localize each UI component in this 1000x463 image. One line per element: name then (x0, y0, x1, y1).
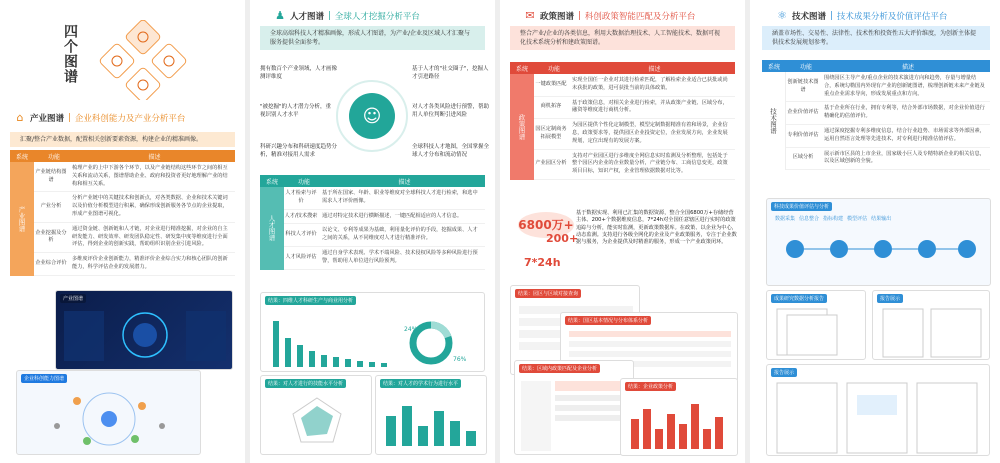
talent-icon: ♟ (275, 9, 285, 22)
flow-step: 指标构建 (823, 216, 844, 222)
table-row: 企业价值评估 基于企业所在行业，拥有专利等，结合外部市场数据，对企业价值进行精确化的估值评价。 (786, 102, 990, 125)
vertical-title: 四个图谱 (62, 24, 78, 84)
intro-text: 涵盖市场性、交易性、法律性、技术性和投资性五大评价维度，为创新主体提供技术发展规划参考。 (762, 26, 990, 50)
table-row: 国区定制商务拓展模型 为园区提供个性化定制模型，模型定制数据精准有着和场景，企业信息，政策要求等，提供园区企业投资定位，企业发展方向，企业发展规划，定位出现有的发展方案。 (534, 119, 735, 149)
policy-enterprise-screenshot: 结果：企业政策分析 (620, 378, 738, 456)
policy-icon: ✉ (525, 9, 535, 22)
talent-behavior-screenshot: 结果：对人才的学术行为进行水平 (375, 375, 487, 455)
talent-node: 基于人才的"社交圈子"，挖掘人才引进路径 (412, 66, 489, 80)
flow-step: 模型评估 (847, 216, 868, 222)
talent-map-panel: ♟ 人才图谱 | 全球人才挖掘分析平台 全球高端科技人才精准画像，形成人才图谱，为产业/企业及区域人才汇聚与服务提供全面参考。 ☺ 拥有数百个产业领域，人才画像测评维度 基于人才的"社交圈子"，挖掘人才引进路径 "被挖掘"的人才潜力分析，重视识别人才水平 对人才各类风险进行预警，帮助用人单位判断引进风险 科研兴趣分布和科研速度趋势分析，精准对接用人需求 全球科技人才地图，全国掌握全球人才分布和流动情况 系统 功能 描述 人才图谱 人才检索与评价 基于所在国家、年龄、职业等维度对全球科技人才进行检索，和选中需求人才评价画像。 人才/技术搜索 通过对特定技术进行横断描述，一键匹配相适应的人才信息。 科技人才评价 以论文、专利等成果为基础，利用量化评价的手段，挖掘成果、人才之间的关系，从不同维度对人才进行精准评价。 人才风险评估 通过自身学术表现、学术不端风险、技术侵权风险等多种风险进行预警，帮助用人单位进行风险预判。 结果：四维人才科研生产与商业用分析 24% 76% 结果：对人才进行的技能水平分析 结果：对人才的学术行为进行水平 (250, 0, 495, 463)
tech-report-display-2: 报告展示 (766, 364, 990, 456)
talent-node: 对人才各类风险进行预警，帮助用人单位判断引进风险 (412, 104, 490, 118)
enterprise-graph-screenshot: 企业科创能力图谱 (16, 370, 201, 455)
table-header: 系统 功能 描述 (10, 150, 235, 162)
policy-match-screenshot: 结果：区域内政策匹配及企业分析 (514, 360, 634, 455)
industry-dashboard-screenshot: 产业图谱 (55, 290, 233, 370)
table-row: 专利价值评估 通过深度挖掘专利多维度信息，结合行业趋势、市场需求等外部因素，运用自然语言处理等先进技术，对专利进行精准估值评估。 (786, 125, 990, 148)
industry-map-panel: 四个图谱 ⌂ 产业图谱 | 企业科创能力及产业分析平台 汇聚/整合产业数据，配置相关创新要素资源，构建企业的精准画像。 系统 功能 描述 产业图谱 产业链结构图谱 梳理产业的上中下游各个环节，以及产业链结构这些环节之间的相互关系和流动关系，图谱帮助企业、政府和投资者更好地理解产业的结构和相互关系。 产业分析 分析产业链中的关键技术和创新点，对各类数据、企业和技术关键词以及价值分析模型进行积累，确保形成创新服务各节点的企业提取，形成产业图谱可视化。 企业挖掘及分析 通过资金链、创新链和人才链，对企业进行精准挖掘，对企业的自主研发能力、研发效率、研发团队稳定性、研发集中度等维度进行全面评估，得到企业的创新实践，帮助组织识别企业引进风险。 企业综合评价 多维度评价企业创新能力，精准评价企业综合实力和核心团队的创新能力，科学评估企业的发展潜力。 产业图谱 企业科创能力图谱 (0, 0, 245, 463)
table-row: 企业挖掘及分析 通过资金链、创新链和人才链，对企业进行精准挖掘，对企业的自主研发能力、研发效率、研发团队稳定性、研发集中度等维度进行全面评估，得到企业的创新实践，帮助组织识别企业引进风险。 (34, 223, 235, 253)
tech-report-screenshot: 成果研究数据分析报告 (766, 290, 866, 360)
table-row: 产业分析 分析产业链中的关键技术和创新点，对各类数据、企业和技术关键词以及价值分析模型进行积累，确保形成创新服务各节点的企业提取，形成产业图谱可视化。 (34, 192, 235, 222)
table-row: 企业综合评价 多维度评价企业创新能力，精准评价企业综合实力和核心团队的创新能力，科学评估企业的发展潜力。 (34, 253, 235, 276)
section-subtitle: 科创政策智能匹配及分析平台 (584, 12, 696, 22)
table-row: 人才/技术搜索 通过对特定技术进行横断描述，一键匹配相适应的人才信息。 (284, 210, 485, 225)
table-category: 人才图谱 (260, 187, 284, 270)
stat-companies: 6800万+ (518, 212, 574, 238)
table-header: 系统 功能 描述 (510, 62, 735, 74)
intro-text: 全球高端科技人才精准画像，形成人才图谱，为产业/企业及区域人才汇聚与服务提供全面参考。 (260, 26, 485, 50)
table-row: 人才风险评估 通过自身学术表现、学术不端风险、技术侵权风险等多种风险进行预警，帮助用人单位进行风险预判。 (284, 247, 485, 270)
table-row: 一键政策匹配 实现全国任一企业对其进行检索匹配，了解检索企业适合已获批或尚未获批的政策，进可获批当前的具体政策。 (534, 74, 735, 97)
talent-bar-screenshot: 结果：四维人才科研生产与商业用分析 24% 76% (260, 292, 485, 372)
talent-node: 全球科技人才地图，全国掌握全球人才分布和流动情况 (412, 144, 490, 158)
tech-map-panel: ⚛ 技术图谱 | 技术成果分析及价值评估平台 涵盖市场性、交易性、法律性、技术性和投资性五大评价维度，为创新主体提供技术发展规划参考。 系统 功能 描述 技术图谱 创新链技术图谱 围绕园区主导产业/重点企业的技术演进方向和趋势，存量与增量结合，系统勾勒国内外现有产业的创新链图谱，梳理创新链未来产业链及重点企业需求导向，形成发展重点和方向。 企业价值评估 基于企业所在行业，拥有专利等，结合外部市场数据，对企业价值进行精确化的估值评价。 专利价值评估 通过深度挖掘专利多维度信息，结合行业趋势、市场需求等外部因素，运用自然语言处理等先进技术，对专利进行精准估值评估。 区域分析 展示新市区县的上市企业，国家级小巨人及专精特新企业的相关信息，以及区域创新的全貌。 科技成果价值评估与分析 数据采集 信息整合 指标构建 模型评估 结果输出 成果研究数据分析报告 报告展示 报告展示 (752, 0, 1000, 463)
donut-label: 24% (404, 326, 418, 333)
tech-report-display: 报告展示 (872, 290, 990, 360)
intro-text: 汇聚/整合产业数据，配置相关创新要素资源，构建企业的精准画像。 (10, 132, 235, 147)
donut-label: 76% (453, 356, 467, 363)
table-row: 创新链技术图谱 围绕园区主导产业/重点企业的技术演进方向和趋势，存量与增量结合，系统勾勒国内外现有产业的创新链图谱，梳理创新链未来产业链及重点企业需求导向，形成发展重点和方向。 (786, 72, 990, 102)
talent-node: 拥有数百个产业领域，人才画像测评维度 (260, 66, 338, 80)
talent-node: 科研兴趣分布和科研速度趋势分析，精准对接用人需求 (260, 144, 338, 158)
table-row: 产业园区分析 支持对产业园区进行多维度全网信息实时监测及分析整理，包括处于整个园区内企业的企业数量分析，产业链分布、工商信息变更，政策项目目标，知识产权，企业管理依据数据对比等。 (534, 150, 735, 180)
tech-flow-screenshot: 科技成果价值评估与分析 数据采集 信息整合 指标构建 模型评估 结果输出 (766, 198, 991, 286)
policy-map-panel: ✉ 政策图谱 | 科创政策智能匹配及分析平台 整合产业/企业的各类信息，利用大数据治理技术、人工智能技术、数据可视化技术系统分析和建政策图谱。 系统 功能 描述 政策图谱 一键政策匹配 实现全国任一企业对其进行检索匹配，了解检索企业适合已获批或尚未获批的政策，进可获批当前的具体政策。 商机拓客 基于政策信息，对相关企业进行检索，并从政策产业链、区域分布，融资等维度进行商机分析。 国区定制商务拓展模型 为园区提供个性化定制模型，模型定制数据精准有着和场景，企业信息，政策要求等，提供园区企业投资定位，企业发展方向，企业发展规划，定位出现有的发展方案。 产业园区分析 支持对产业园区进行多维度全网信息实时监测及分析整理，包括处于整个园区内企业的企业数量分析，产业链分布、工商信息变更，政策项目目标，知识产权，企业管理依据数据对比等。 6800万+ 200+ 7*24h 基于数据实现、利用已汇集的数据资源，整合全国6800万+存储经营主体、200+个数据维度信息，7*24h对全国任意辖区进行实时的政策追踪与分析，能实时监测，更新政策数据库。在政策、以企业为中心，动态监测。支持进行各级全网化的企业及产业政策服务，专注于企业数据与服务，为企业提供及时精准的服务，形成一个产业政策闭环。 结果：园区与区域对接查询 结果：国区基本情况与分布体系分析 结果：区域内政策匹配及企业分析 结果：企业政策分析 (500, 0, 745, 463)
section-subtitle: 企业科创能力及产业分析平台 (74, 114, 186, 124)
section-title: 技术图谱 (792, 12, 827, 22)
table-category: 政策图谱 (510, 74, 534, 180)
icon-cluster (92, 20, 202, 100)
table-row: 人才检索与评价 基于所在国家、年龄、职业等维度对全球科技人才进行检索，和选中需求人才评价画像。 (284, 187, 485, 210)
section-subtitle: 全球人才挖掘分析平台 (334, 12, 420, 22)
table-header: 系统 功能 描述 (762, 60, 990, 72)
intro-text: 整合产业/企业的各类信息，利用大数据治理技术、人工智能技术、数据可视化技术系统分析和建政策图谱。 (510, 26, 735, 50)
policy-park-screenshot: 结果：国区基本情况与分布体系分析 (560, 312, 738, 382)
stat-dimensions: 200+ (546, 232, 579, 245)
stat-monitoring: 7*24h (524, 256, 561, 269)
table-row: 区域分析 展示新市区县的上市企业，国家级小巨人及专精特新企业的相关信息，以及区域创新的全貌。 (786, 148, 990, 171)
table-row: 产业链结构图谱 梳理产业的上中下游各个环节，以及产业链结构这些环节之间的相互关系和流动关系，图谱帮助企业、政府和投资者更好地理解产业的结构和相互关系。 (34, 162, 235, 192)
table-row: 商机拓客 基于政策信息，对相关企业进行检索，并从政策产业链、区域分布，融资等维度进行商机分析。 (534, 97, 735, 120)
policy-query-screenshot: 结果：园区与区域对接查询 (510, 285, 640, 375)
section-title: 人才图谱 (290, 12, 325, 22)
talent-radar-screenshot: 结果：对人才进行的技能水平分析 (260, 375, 372, 455)
flow-step: 结果输出 (871, 216, 892, 222)
flow-step: 信息整合 (799, 216, 820, 222)
section-subtitle: 技术成果分析及价值评估平台 (836, 12, 948, 22)
table-category: 产业图谱 (10, 162, 34, 276)
stat-description: 基于数据实现、利用已汇集的数据资源，整合全国6800万+存储经营主体、200+个数据维度信息，7*24h对全国任意辖区进行实时的政策追踪与分析，能实时监测，更新政策数据库。在政策、以企业为中心，动态监测。支持进行各级全网化的企业及产业政策服务，专注于企业数据与服务，为企业提供及时精准的服务，形成一个产业政策闭环。 (576, 210, 737, 246)
industry-icon: ⌂ (16, 111, 24, 124)
talent-node: "被挖掘"的人才潜力分析，重视识别人才水平 (260, 104, 332, 118)
talent-hub: ☺ (336, 80, 408, 152)
table-header: 系统 功能 描述 (260, 175, 485, 187)
flow-step: 数据采集 (775, 216, 796, 222)
table-category: 技术图谱 (762, 72, 786, 170)
tech-icon: ⚛ (777, 9, 787, 22)
table-row: 科技人才评价 以论文、专利等成果为基础，利用量化评价的手段，挖掘成果、人才之间的关系，从不同维度对人才进行精准评价。 (284, 224, 485, 247)
section-title: 产业图谱 (30, 114, 65, 124)
section-title: 政策图谱 (540, 12, 575, 22)
